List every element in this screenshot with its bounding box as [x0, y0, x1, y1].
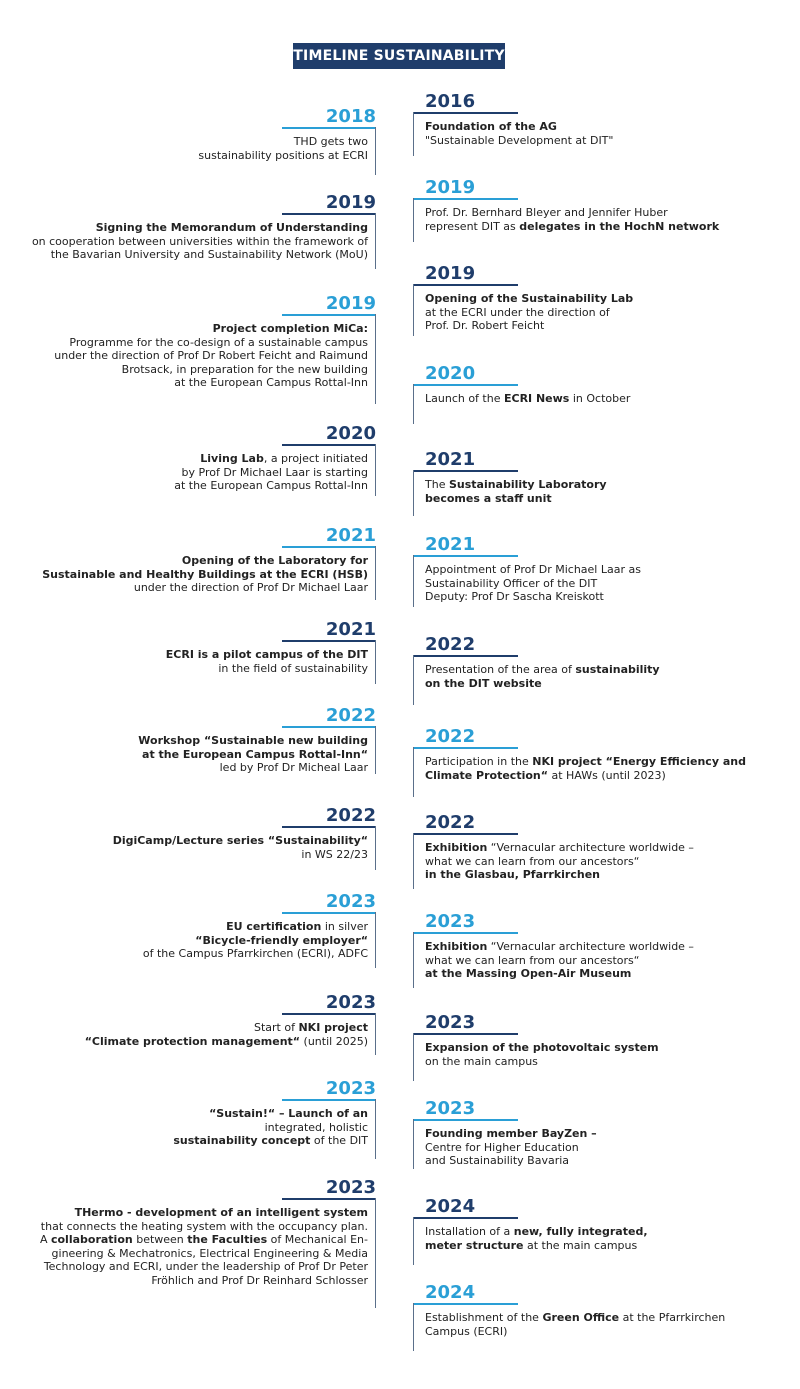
- text-segment: A: [39, 1233, 51, 1246]
- timeline-description: [425, 392, 630, 406]
- timeline-connector-bar: [413, 1033, 518, 1035]
- text-segment: Prof. Dr. Robert Feicht: [425, 319, 545, 332]
- timeline-description: [425, 841, 694, 882]
- text-segment: THD gets two: [293, 135, 368, 148]
- timeline-description-line: [425, 1041, 659, 1055]
- text-segment: Signing the Memorandum of Understanding: [95, 221, 368, 234]
- timeline-entry-right: [413, 1197, 793, 1265]
- timeline-year: 2022: [325, 805, 376, 826]
- text-segment: in October: [569, 392, 631, 405]
- timeline-year: 2019: [325, 192, 376, 213]
- text-segment: the Faculties: [187, 1233, 268, 1246]
- timeline-year: 2023: [325, 1078, 376, 1099]
- timeline-description-line: [425, 1127, 597, 1141]
- text-segment: Technology and ECRI, under the leadership of Prof Dr Peter: [43, 1260, 368, 1273]
- timeline-connector-bar: [413, 470, 518, 472]
- timeline-year: 2021: [325, 619, 376, 640]
- timeline-vertical-line: [413, 1217, 414, 1265]
- timeline-description: [425, 1041, 659, 1068]
- text-segment: and Sustainability Bavaria: [425, 1154, 570, 1167]
- timeline-year: 2023: [325, 992, 376, 1013]
- timeline-year: 2024: [425, 1196, 476, 1217]
- timeline-description-line: [425, 841, 694, 855]
- timeline-description: [425, 663, 660, 690]
- timeline-description-line: [425, 1325, 725, 1339]
- timeline-connector-bar: [413, 655, 518, 657]
- timeline-entry-right: [413, 450, 793, 516]
- timeline-year: 2023: [425, 911, 476, 932]
- text-segment: Green Office: [542, 1311, 620, 1324]
- text-segment: at the Massing Open-Air Museum: [425, 967, 632, 980]
- timeline-year: 2019: [425, 177, 476, 198]
- text-segment: "Sustainable Development at DIT": [425, 133, 614, 147]
- text-segment: Fröhlich and Prof Dr Reinhard Schlosser: [151, 1273, 368, 1287]
- timeline-entry-right: [413, 92, 793, 156]
- timeline-description-line: [425, 392, 630, 406]
- text-segment: at the ECRI under the direction of: [425, 305, 610, 319]
- timeline-title: TIMELINE SUSTAINABILITY: [293, 43, 505, 69]
- text-segment: , a project initiated: [263, 452, 368, 465]
- timeline-vertical-line: [413, 1303, 414, 1351]
- timeline-vertical-line: [413, 1033, 414, 1081]
- text-segment: “Vernacular architecture worldwide –: [487, 940, 694, 953]
- timeline-description-line: [425, 478, 607, 492]
- timeline-vertical-line: [413, 833, 414, 889]
- text-segment: what we can learn from our ancestors“: [425, 854, 640, 868]
- text-segment: of Mechanical En-: [267, 1233, 368, 1246]
- timeline-vertical-line: [413, 655, 414, 705]
- text-segment: Campus (ECRI): [425, 1324, 508, 1338]
- text-segment: Presentation of the area of: [425, 663, 576, 676]
- timeline-entry-right: [413, 727, 793, 797]
- text-segment: between: [132, 1233, 188, 1246]
- timeline-description-line: [425, 1225, 648, 1239]
- timeline-description-line: [425, 967, 694, 981]
- timeline-year: 2022: [325, 705, 376, 726]
- timeline-description-line: [425, 319, 633, 333]
- timeline-vertical-line: [413, 555, 414, 607]
- text-segment: at the European Campus Rottal-Inn“: [142, 747, 368, 761]
- text-segment: Start of: [254, 1021, 299, 1034]
- text-segment: Exhibition: [425, 940, 488, 953]
- timeline-connector-bar: [413, 284, 518, 286]
- timeline-connector-bar: [413, 833, 518, 835]
- timeline-description: [425, 478, 607, 505]
- timeline-year: 2019: [425, 263, 476, 284]
- timeline-description-line: [425, 292, 633, 306]
- timeline-connector-bar: [413, 932, 518, 934]
- text-segment: under the direction of Prof Dr Robert Feicht and Raimund: [54, 349, 368, 362]
- timeline-description-line: [425, 1311, 725, 1325]
- text-segment: Appointment of Prof Dr Michael Laar as: [425, 563, 641, 576]
- timeline-entry-right: [413, 1013, 793, 1081]
- text-segment: The: [425, 478, 449, 491]
- text-segment: Opening of the Laboratory for: [181, 554, 368, 567]
- timeline-entry-right: [413, 1099, 793, 1169]
- text-segment: Sustainability Laboratory: [448, 478, 607, 491]
- text-segment: Climate Protection“: [425, 768, 548, 782]
- text-segment: at HAWs (until 2023): [547, 768, 666, 782]
- text-segment: “Climate protection management“: [84, 1034, 301, 1048]
- text-segment: Participation in the: [425, 755, 533, 768]
- timeline-entry-right: [413, 535, 793, 607]
- text-segment: Living Lab: [200, 452, 264, 465]
- timeline-year: 2020: [325, 423, 376, 444]
- timeline-year: 2022: [425, 634, 476, 655]
- text-segment: becomes a staff unit: [425, 491, 552, 505]
- timeline-description-line: [425, 220, 719, 234]
- text-segment: Project completion MiCa:: [212, 322, 368, 335]
- timeline-year: 2023: [325, 891, 376, 912]
- text-segment: on the main campus: [425, 1054, 538, 1068]
- timeline-year: 2022: [425, 812, 476, 833]
- timeline-description: [425, 1127, 597, 1168]
- text-segment: of the DIT: [310, 1134, 368, 1147]
- timeline-description-line: [425, 769, 746, 783]
- text-segment: sustainability: [575, 663, 660, 676]
- text-segment: Prof. Dr. Bernhard Bleyer and Jennifer Huber: [425, 206, 668, 219]
- timeline-year: 2021: [425, 534, 476, 555]
- text-segment: Programme for the co-design of a sustainable campus: [69, 335, 368, 349]
- text-segment: represent DIT as: [425, 219, 520, 233]
- timeline-description-line: [425, 855, 694, 869]
- text-segment: Deputy: Prof Dr Sascha Kreiskott: [425, 590, 604, 603]
- text-segment: at the Pfarrkirchen: [619, 1311, 726, 1324]
- text-segment: Installation of a: [425, 1225, 514, 1238]
- timeline-entry-right: [413, 912, 793, 988]
- timeline-description: [425, 120, 613, 147]
- text-segment: that connects the heating system with the occupancy plan.: [40, 1219, 368, 1233]
- timeline-description-line: [425, 306, 633, 320]
- timeline-description: [425, 755, 746, 782]
- timeline-description-line: [425, 868, 694, 882]
- timeline-description-line: [425, 206, 719, 220]
- timeline-year: 2023: [425, 1012, 476, 1033]
- timeline-entry-right: [413, 364, 793, 424]
- timeline-year: 2019: [325, 293, 376, 314]
- text-segment: NKI project: [298, 1021, 368, 1034]
- text-segment: DigiCamp/Lecture series “Sustainability“: [112, 834, 368, 847]
- timeline-vertical-line: [413, 470, 414, 516]
- text-segment: in WS 22/23: [301, 847, 368, 861]
- timeline-connector-bar: [413, 555, 518, 557]
- text-segment: Launch of the: [425, 392, 504, 405]
- text-segment: under the direction of Prof Dr Michael Laar: [133, 581, 368, 594]
- text-segment: Sustainability Officer of the DIT: [425, 576, 598, 590]
- text-segment: EU certification: [226, 920, 322, 933]
- text-segment: “Bicycle-friendly employer“: [195, 933, 368, 947]
- text-segment: on cooperation between universities within the framework of: [31, 234, 368, 248]
- timeline-description-line: [425, 134, 613, 148]
- timeline-description-line: [425, 677, 660, 691]
- timeline-entry-right: [413, 178, 793, 242]
- timeline-description-line: [425, 954, 694, 968]
- text-segment: in silver: [321, 920, 368, 933]
- timeline-description: [425, 1225, 648, 1252]
- timeline-vertical-line: [413, 112, 414, 156]
- timeline-year: 2021: [425, 449, 476, 470]
- timeline-description-line: [425, 1055, 659, 1069]
- timeline-connector-bar: [413, 112, 518, 114]
- timeline-year: 2024: [425, 1282, 476, 1303]
- text-segment: Establishment of the: [425, 1311, 543, 1324]
- timeline-description-line: [425, 492, 607, 506]
- text-segment: integrated, holistic: [264, 1120, 368, 1134]
- text-segment: ECRI News: [503, 392, 570, 405]
- timeline-year: 2018: [325, 106, 376, 127]
- timeline-description-line: [425, 590, 641, 604]
- timeline-description-line: [425, 755, 746, 769]
- text-segment: of the Campus Pfarrkirchen (ECRI), ADFC: [142, 947, 368, 960]
- timeline-entry-right: [413, 264, 793, 336]
- text-segment: in the Glasbau, Pfarrkirchen: [425, 868, 600, 881]
- text-segment: Opening of the Sustainability Lab: [425, 292, 634, 305]
- text-segment: in the field of sustainability: [218, 661, 368, 675]
- timeline-connector-bar: [413, 1303, 518, 1305]
- timeline-vertical-line: [413, 932, 414, 988]
- timeline-description: [425, 206, 719, 233]
- timeline-description-line: [425, 663, 660, 677]
- text-segment: on the DIT website: [425, 676, 542, 690]
- text-segment: gineering & Mechatronics, Electrical Engineering & Media: [51, 1246, 368, 1260]
- timeline-connector-bar: [413, 384, 518, 386]
- text-segment: “Sustain!“ – Launch of an: [209, 1107, 368, 1120]
- text-segment: Sustainable and Healthy Buildings at the ECRI (HSB): [42, 567, 368, 581]
- text-segment: Centre for Higher Education: [425, 1140, 579, 1154]
- timeline-year: 2020: [425, 363, 476, 384]
- text-segment: meter structure: [425, 1238, 524, 1252]
- text-segment: Founding member BayZen –: [425, 1127, 597, 1140]
- timeline-description-line: [425, 1154, 597, 1168]
- text-segment: at the European Campus Rottal-Inn: [174, 479, 368, 492]
- timeline-year: 2023: [425, 1098, 476, 1119]
- text-segment: ECRI is a pilot campus of the DIT: [165, 648, 368, 661]
- timeline-entry-right: [413, 1283, 793, 1351]
- text-segment: (until 2025): [300, 1034, 368, 1048]
- timeline-description-line: [425, 563, 641, 577]
- timeline-description-line: [425, 940, 694, 954]
- timeline-description-line: [425, 1141, 597, 1155]
- text-segment: delegates in the HochN network: [519, 219, 720, 233]
- timeline-vertical-line: [413, 1119, 414, 1169]
- text-segment: by Prof Dr Michael Laar is starting: [181, 465, 368, 479]
- timeline-connector-bar: [413, 198, 518, 200]
- timeline-entry-right: [413, 813, 793, 889]
- text-segment: led by Prof Dr Micheal Laar: [219, 761, 368, 774]
- text-segment: Workshop “Sustainable new building: [138, 734, 368, 747]
- timeline-description-line: [425, 1239, 648, 1253]
- text-segment: Foundation of the AG: [425, 120, 557, 133]
- text-segment: what we can learn from our ancestors“: [425, 953, 640, 967]
- timeline-year: 2021: [325, 525, 376, 546]
- text-segment: Exhibition: [425, 841, 488, 854]
- timeline-entry-right: [413, 635, 793, 705]
- text-segment: the Bavarian University and Sustainability Network (MoU): [50, 248, 368, 261]
- timeline-connector-bar: [413, 1119, 518, 1121]
- timeline-description: [425, 1311, 725, 1338]
- timeline-connector-bar: [413, 747, 518, 749]
- timeline-description-line: [425, 577, 641, 591]
- timeline-year: 2016: [425, 91, 476, 112]
- text-segment: NKI project “Energy Efficiency and: [532, 755, 746, 768]
- text-segment: sustainability concept: [173, 1134, 311, 1147]
- timeline-description: [425, 940, 694, 981]
- timeline-vertical-line: [413, 198, 414, 242]
- timeline-vertical-line: [413, 747, 414, 797]
- text-segment: sustainability positions at ECRI: [198, 148, 368, 162]
- timeline-connector-bar: [413, 1217, 518, 1219]
- timeline-year: 2023: [325, 1177, 376, 1198]
- text-segment: THermo - development of an intelligent system: [74, 1206, 368, 1219]
- timeline-description: [425, 563, 641, 604]
- timeline-vertical-line: [413, 284, 414, 336]
- text-segment: Brotsack, in preparation for the new building: [121, 362, 368, 376]
- timeline-year: 2022: [425, 726, 476, 747]
- text-segment: at the European Campus Rottal-Inn: [174, 376, 368, 389]
- timeline-vertical-line: [413, 384, 414, 424]
- text-segment: collaboration: [50, 1233, 133, 1246]
- text-segment: Expansion of the photovoltaic system: [425, 1041, 659, 1054]
- timeline-description-line: [425, 120, 613, 134]
- timeline-description: [425, 292, 633, 333]
- text-segment: at the main campus: [523, 1238, 638, 1252]
- text-segment: “Vernacular architecture worldwide –: [487, 841, 694, 854]
- text-segment: new, fully integrated,: [513, 1225, 648, 1238]
